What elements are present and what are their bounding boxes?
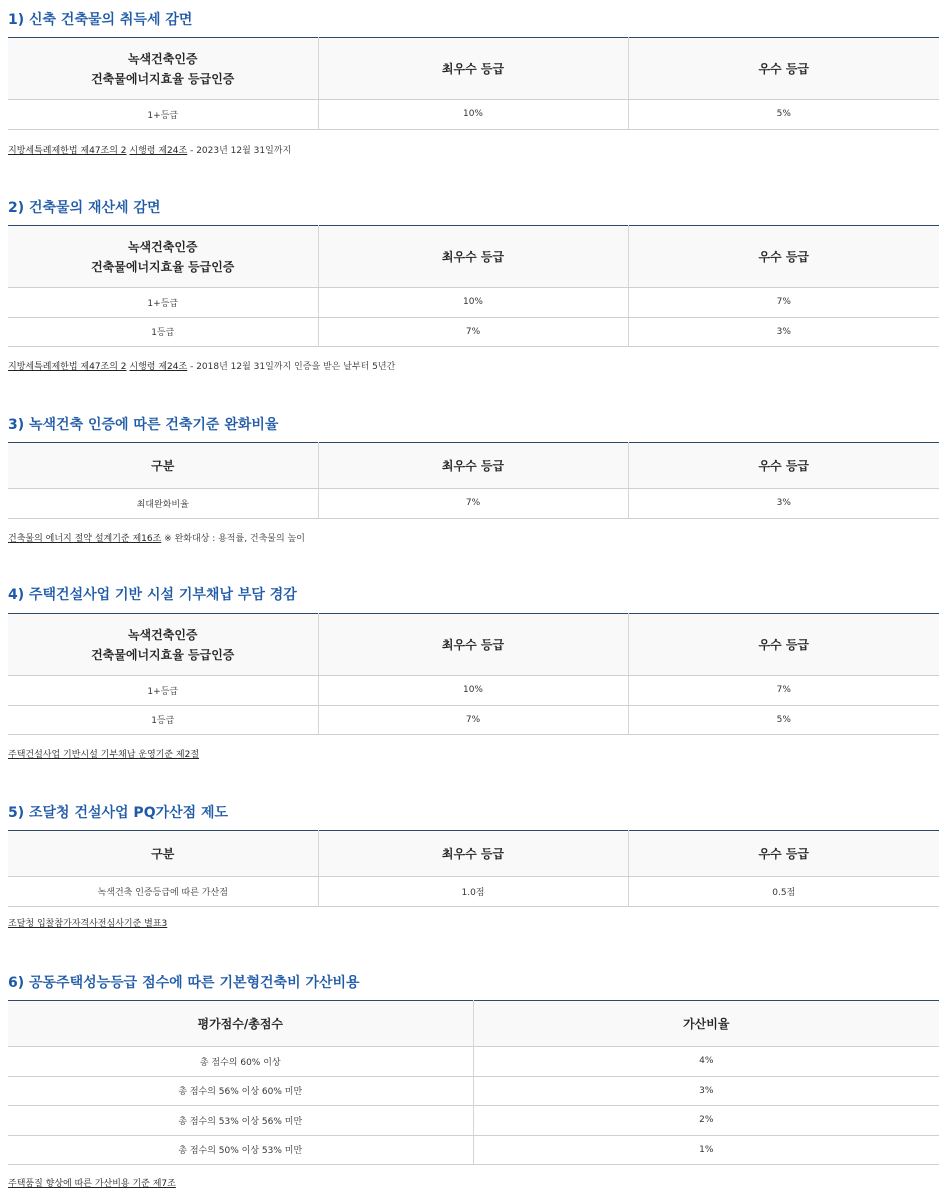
table-cell: 7% bbox=[318, 489, 628, 519]
table-cell: 1+등급 bbox=[8, 100, 318, 130]
table-row bbox=[8, 705, 939, 735]
source-note bbox=[8, 359, 395, 372]
table-cell: 총 점수의 53% 이상 56% 미만 bbox=[8, 1106, 473, 1136]
table-row bbox=[8, 317, 939, 347]
header-cell: 우수 등급 bbox=[628, 443, 939, 489]
table-cell: 1+등급 bbox=[8, 288, 318, 318]
table-cell: 10% bbox=[318, 100, 628, 130]
header-cell: 우수 등급 bbox=[628, 38, 939, 100]
table-cell: 총 점수의 50% 이상 53% 미만 bbox=[8, 1135, 473, 1165]
header-cell: 최우수 등급 bbox=[318, 226, 628, 288]
table-cell: 4% bbox=[473, 1047, 939, 1077]
table-row bbox=[8, 100, 939, 130]
table-cell: 7% bbox=[318, 317, 628, 347]
section-title: 1) 신축 건축물의 취득세 감면 bbox=[8, 12, 193, 28]
table-row bbox=[8, 489, 939, 519]
table-cell: 1+등급 bbox=[8, 676, 318, 706]
table-cell: 7% bbox=[318, 705, 628, 735]
header-cell: 최우수 등급 bbox=[318, 38, 628, 100]
section-table bbox=[8, 225, 939, 347]
section-title: 6) 공동주택성능등급 점수에 따른 기본형건축비 가산비용 bbox=[8, 975, 360, 991]
law-link[interactable]: 지방세특례제한법 제47조의 2 bbox=[8, 146, 127, 156]
decree-link[interactable]: 시행령 제24조 bbox=[129, 146, 188, 156]
table-row bbox=[8, 1106, 939, 1136]
note-text: - 2018년 12월 31일까지 인증을 받은 날부터 5년간 bbox=[187, 362, 396, 372]
table-cell: 녹색건축 인증등급에 따른 가산점 bbox=[8, 877, 318, 907]
table-row bbox=[8, 877, 939, 907]
table-row bbox=[8, 676, 939, 706]
source-note bbox=[8, 747, 199, 760]
section-table bbox=[8, 37, 939, 130]
header-cell: 우수 등급 bbox=[628, 226, 939, 288]
table-cell: 총 점수의 56% 이상 60% 미만 bbox=[8, 1076, 473, 1106]
table-row bbox=[8, 1135, 939, 1165]
header-cell: 가산비율 bbox=[473, 1001, 939, 1047]
section-table bbox=[8, 442, 939, 519]
standard-link[interactable]: 주택건설사업 기반시설 기부채납 운영기준 제2절 bbox=[8, 750, 200, 760]
source-note bbox=[8, 531, 305, 544]
header-cell: 최우수 등급 bbox=[318, 831, 628, 877]
table-row bbox=[8, 288, 939, 318]
table-cell: 3% bbox=[628, 317, 939, 347]
header-cell: 평가점수/총점수 bbox=[8, 1001, 473, 1047]
header-cell: 구분 bbox=[8, 443, 318, 489]
table-cell: 2% bbox=[473, 1106, 939, 1136]
standard-link[interactable]: 조달청 입찰참가자격사전심사기준 별표3 bbox=[8, 919, 168, 929]
source-note bbox=[8, 916, 167, 929]
header-cell: 녹색건축인증 건축물에너지효율 등급인증 bbox=[8, 614, 318, 676]
table-cell: 3% bbox=[628, 489, 939, 519]
standard-link[interactable]: 건축물의 에너지 절약 설계기준 제16조 bbox=[8, 534, 162, 544]
table-cell: 1등급 bbox=[8, 317, 318, 347]
table-cell: 1% bbox=[473, 1135, 939, 1165]
header-cell: 최우수 등급 bbox=[318, 443, 628, 489]
note-text: ※ 완화대상 : 용적률, 건축물의 높이 bbox=[161, 534, 305, 544]
source-note bbox=[8, 1176, 176, 1189]
source-note bbox=[8, 143, 291, 156]
table-cell: 7% bbox=[628, 288, 939, 318]
section-title: 5) 조달청 건설사업 PQ가산점 제도 bbox=[8, 805, 229, 821]
table-cell: 5% bbox=[628, 705, 939, 735]
table-cell: 10% bbox=[318, 288, 628, 318]
header-cell: 최우수 등급 bbox=[318, 614, 628, 676]
table-cell: 총 점수의 60% 이상 bbox=[8, 1047, 473, 1077]
section-table bbox=[8, 613, 939, 735]
table-row bbox=[8, 1047, 939, 1077]
section-title: 4) 주택건설사업 기반 시설 기부채납 부담 경감 bbox=[8, 587, 297, 603]
decree-link[interactable]: 시행령 제24조 bbox=[129, 362, 188, 372]
section-title: 3) 녹색건축 인증에 따른 건축기준 완화비율 bbox=[8, 417, 279, 433]
table-cell: 최대완화비율 bbox=[8, 489, 318, 519]
table-cell: 5% bbox=[628, 100, 939, 130]
table-cell: 0.5점 bbox=[628, 877, 939, 907]
table-cell: 1.0점 bbox=[318, 877, 628, 907]
section-table bbox=[8, 1000, 939, 1165]
section-table bbox=[8, 830, 939, 907]
table-cell: 1등급 bbox=[8, 705, 318, 735]
header-cell: 녹색건축인증 건축물에너지효율 등급인증 bbox=[8, 38, 318, 100]
table-cell: 3% bbox=[473, 1076, 939, 1106]
table-cell: 10% bbox=[318, 676, 628, 706]
law-link[interactable]: 지방세특례제한법 제47조의 2 bbox=[8, 362, 127, 372]
header-cell: 우수 등급 bbox=[628, 831, 939, 877]
standard-link[interactable]: 주택품질 향상에 따른 가산비용 기준 제7조 bbox=[8, 1179, 176, 1189]
note-text: - 2023년 12월 31일까지 bbox=[187, 146, 292, 156]
header-cell: 우수 등급 bbox=[628, 614, 939, 676]
table-row bbox=[8, 1076, 939, 1106]
table-cell: 7% bbox=[628, 676, 939, 706]
section-title: 2) 건축물의 재산세 감면 bbox=[8, 200, 161, 216]
header-cell: 구분 bbox=[8, 831, 318, 877]
header-cell: 녹색건축인증 건축물에너지효율 등급인증 bbox=[8, 226, 318, 288]
